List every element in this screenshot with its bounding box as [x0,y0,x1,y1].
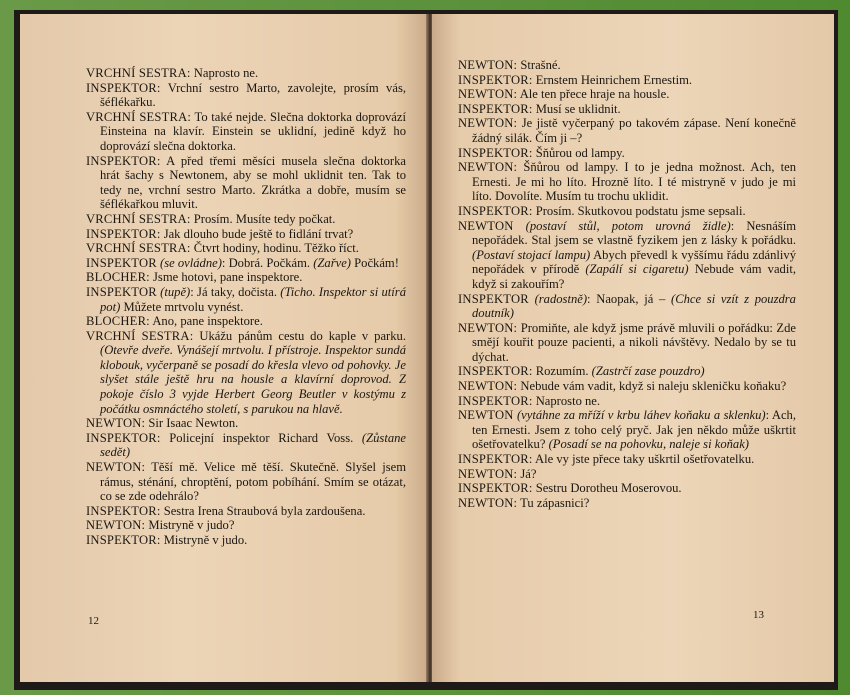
dialogue-entry [86,256,406,271]
dialogue-text: : Já taky, dočista. [190,284,281,299]
speaker-name: INSPEKTOR: [86,153,161,168]
dialogue-entry [458,408,796,452]
dialogue-entry [86,533,406,548]
dialogue-text: Těší mě. Velice mě těší. Skutečně. Slyšel jsem rámus, sténání, chroptění, potom pobíhání. Smím se otázat, co se zde odehrálo? [100,460,406,504]
stage-direction: (se ovládne) [160,255,222,270]
speaker-name: NEWTON [458,218,514,233]
speaker-name: VRCHNÍ SESTRA: [86,109,192,124]
dialogue-entry [458,481,796,496]
open-book [14,10,838,690]
stage-direction: (Posadí se na pohovku, naleje si koňak) [548,437,749,452]
dialogue-text: : Naopak, já – [587,291,672,306]
dialogue-text: Tu zápasnici? [517,495,590,510]
right-page [432,14,834,682]
dialogue-text: : Dobrá. Počkám. [221,255,314,270]
speaker-name: BLOCHER: [86,314,150,329]
speaker-name: INSPEKTOR [458,291,529,306]
dialogue-text: Vrchní sestro Marto, zavolejte, prosím vás, šéflékařku. [100,80,406,110]
dialogue-text: Naprosto ne. [532,393,601,408]
left-page-text [86,66,406,548]
dialogue-entry [86,227,406,242]
speaker-name: INSPEKTOR: [86,80,161,95]
dialogue-entry [86,66,406,81]
dialogue-text: Můžete mrtvolu vynést. [120,299,244,314]
right-page-text [458,58,796,510]
stage-direction: (Chce si vzít z pouzdra doutník) [472,291,796,321]
speaker-name: INSPEKTOR: [458,72,533,87]
dialogue-entry [458,379,796,394]
dialogue-text: Nebude vám vadit, když si zakouřím? [472,262,796,291]
dialogue-text: Naprosto ne. [190,66,259,80]
speaker-name: NEWTON: [458,116,518,131]
dialogue-entry [86,285,406,314]
dialogue-text: A před třemi měsíci musela slečna doktorka hrát šachy s Newtonem, aby se mohl uklidnit ten. Tak to tedy ne, vrchní sestro Marto. Zkrátka a dobře, musím se šéflékařkou mluvit. [100,153,406,212]
dialogue-entry [86,314,406,329]
speaker-name: INSPEKTOR: [458,203,533,218]
stage-direction: (Otevře dveře. Vynášejí mrtvolu. I přístroje. Inspektor sundá klobouk, vyčerpaně se posadí do křesla vlevo od pohovky. Je slyšet stále ještě hru na housle a klavírní doprovod. Z pokoje číslo 3 vyjde Herbert Georg Beutler v kostýmu z počátku osmnáctého století, s parukou na hlavě. [100,343,406,416]
speaker-name: INSPEKTOR: [458,364,533,379]
dialogue-text [514,219,526,233]
dialogue-entry [86,518,406,533]
stage-direction: (Postaví stojací lampu) [472,247,591,262]
speaker-name: NEWTON: [458,379,518,394]
dialogue-entry [458,102,796,117]
dialogue-entry [86,270,406,285]
dialogue-text: Ukážu pánům cestu do kaple v parku. [193,328,406,343]
speaker-name: INSPEKTOR: [458,101,533,116]
dialogue-entry [458,146,796,161]
speaker-name: INSPEKTOR: [86,226,161,241]
dialogue-text: Nebude vám vadit, když si naleju skleničku koňaku? [517,379,787,394]
dialogue-entry [458,160,796,204]
speaker-name: NEWTON [458,408,514,423]
speaker-name: INSPEKTOR: [458,393,533,408]
dialogue-entry [458,292,796,321]
speaker-name: VRCHNÍ SESTRA: [86,241,191,256]
dialogue-text: Policejní inspektor Richard Voss. [160,430,362,445]
speaker-name: VRCHNÍ SESTRA: [86,328,194,343]
dialogue-text: Sir Isaac Newton. [145,416,239,431]
dialogue-entry [86,431,406,460]
speaker-name: BLOCHER: [86,270,150,285]
dialogue-entry [86,154,406,212]
dialogue-text: Šňůrou od lampy. [532,145,625,160]
stage-direction: (radostně) [534,291,588,306]
speaker-name: VRCHNÍ SESTRA: [86,66,191,80]
dialogue-text: : Ach, ten Ernesti. Jsem z toho celý pryč. Jak jen někdo může uškrtit ošetřovatelku? [472,408,796,452]
stage-direction: (Zastrčí zase pouzdro) [591,364,705,379]
dialogue-text: Mistryně v judo. [160,533,248,547]
dialogue-text: Promiňte, ale když jsme právě mluvili o pořádku: Zde smějí kouřit pouze pacienti, a nikoli návštěvy. Nedalo by se tu dýchat. [472,320,796,364]
speaker-name: NEWTON: [458,87,518,102]
dialogue-text: : Nesnáším nepořádek. Stal jsem se vlastně fyzikem jen z lásky k pořádku. [472,218,797,248]
dialogue-entry [86,241,406,256]
speaker-name: INSPEKTOR: [86,430,161,445]
dialogue-entry [458,467,796,482]
dialogue-entry [458,87,796,102]
dialogue-entry [458,58,796,73]
dialogue-entry [86,110,406,154]
left-page-number: 12 [88,615,99,627]
speaker-name: NEWTON: [458,495,518,510]
dialogue-text: Mistryně v judo? [145,518,235,533]
dialogue-text: Ale ten přece hraje na housle. [517,87,670,102]
dialogue-entry [458,73,796,88]
dialogue-text: To také nejde. Slečna doktorka doprovází Einsteina na klavír. Einstein se uklidní, jedině když ho doprovází slečna doktorka. [100,109,406,153]
dialogue-entry [458,321,796,365]
dialogue-entry [458,452,796,467]
speaker-name: INSPEKTOR [86,255,157,270]
dialogue-text: Ano, pane inspektore. [149,314,263,329]
dialogue-text: Sestru Dorotheu Moserovou. [532,481,682,496]
dialogue-entry [458,116,796,145]
speaker-name: NEWTON: [458,320,518,335]
speaker-name: NEWTON: [86,460,146,475]
dialogue-entry [86,504,406,519]
speaker-name: INSPEKTOR: [458,481,533,496]
stage-direction: (Ticho. Inspektor si utírá pot) [100,284,406,314]
stage-direction: (tupě) [160,284,191,299]
dialogue-text: Prosím. Skutkovou podstatu jsme sepsali. [532,203,746,218]
dialogue-text: Počkám! [351,255,399,270]
speaker-name: NEWTON: [86,518,146,533]
speaker-name: INSPEKTOR [86,284,157,299]
dialogue-entry [86,416,406,431]
dialogue-entry [86,212,406,227]
dialogue-text: Ernstem Heinrichem Ernestim. [532,72,693,87]
speaker-name: NEWTON: [458,58,518,72]
speaker-name: INSPEKTOR: [458,452,533,467]
right-page-number: 13 [753,609,764,621]
dialogue-text: Je jistě vyčerpaný po takovém zápase. Není konečně žádný silák. Čím ji –? [472,116,796,145]
speaker-name: VRCHNÍ SESTRA: [86,211,191,226]
dialogue-text: Čtvrt hodiny, hodinu. Těžko říct. [190,241,359,256]
dialogue-text: Abych převedl k vyššímu řádu zdánlivý nepořádek v přírodě [472,247,797,277]
dialogue-entry [86,460,406,504]
speaker-name: NEWTON: [458,466,518,481]
stage-direction: (Zůstane sedět) [100,430,406,460]
dialogue-entry [458,496,796,511]
speaker-name: NEWTON: [458,160,518,175]
speaker-name: INSPEKTOR: [86,533,161,547]
stage-direction: (postaví stůl, potom urovná židle) [525,218,731,233]
stage-direction: (Zapálí si cigaretu) [585,262,689,277]
dialogue-text: Prosím. Musíte tedy počkat. [190,211,336,226]
dialogue-entry [86,329,406,417]
stage-direction: (Zařve) [313,255,351,270]
dialogue-text: Rozumím. [532,364,592,379]
dialogue-text: Jak dlouho bude ještě to fidlání trvat? [160,226,354,241]
dialogue-text: Sestra Irena Straubová byla zardoušena. [160,503,366,518]
dialogue-text: Šňůrou od lampy. I to je jedna možnost. Ach, ten Ernesti. Je mi ho líto. Hrozně líto. I té mistryně v judo je mi líto. Dovolíte. Musím tu trochu uklidit. [472,160,796,204]
stage-direction: (vytáhne za mříží v krbu láhev koňaku a sklenku) [516,408,766,423]
dialogue-entry [458,394,796,409]
left-page [20,14,428,682]
speaker-name: NEWTON: [86,416,146,431]
speaker-name: INSPEKTOR: [86,503,161,518]
dialogue-text: Jsme hotovi, pane inspektore. [149,270,303,285]
dialogue-text: Ale vy jste přece taky uškrtil ošetřovatelku. [532,452,755,467]
dialogue-entry [458,364,796,379]
dialogue-entry [458,219,796,292]
dialogue-text: Strašné. [517,58,561,72]
dialogue-entry [86,81,406,110]
speaker-name: INSPEKTOR: [458,145,533,160]
dialogue-text: Musí se uklidnit. [532,101,621,116]
dialogue-text: Já? [517,466,537,481]
dialogue-entry [458,204,796,219]
